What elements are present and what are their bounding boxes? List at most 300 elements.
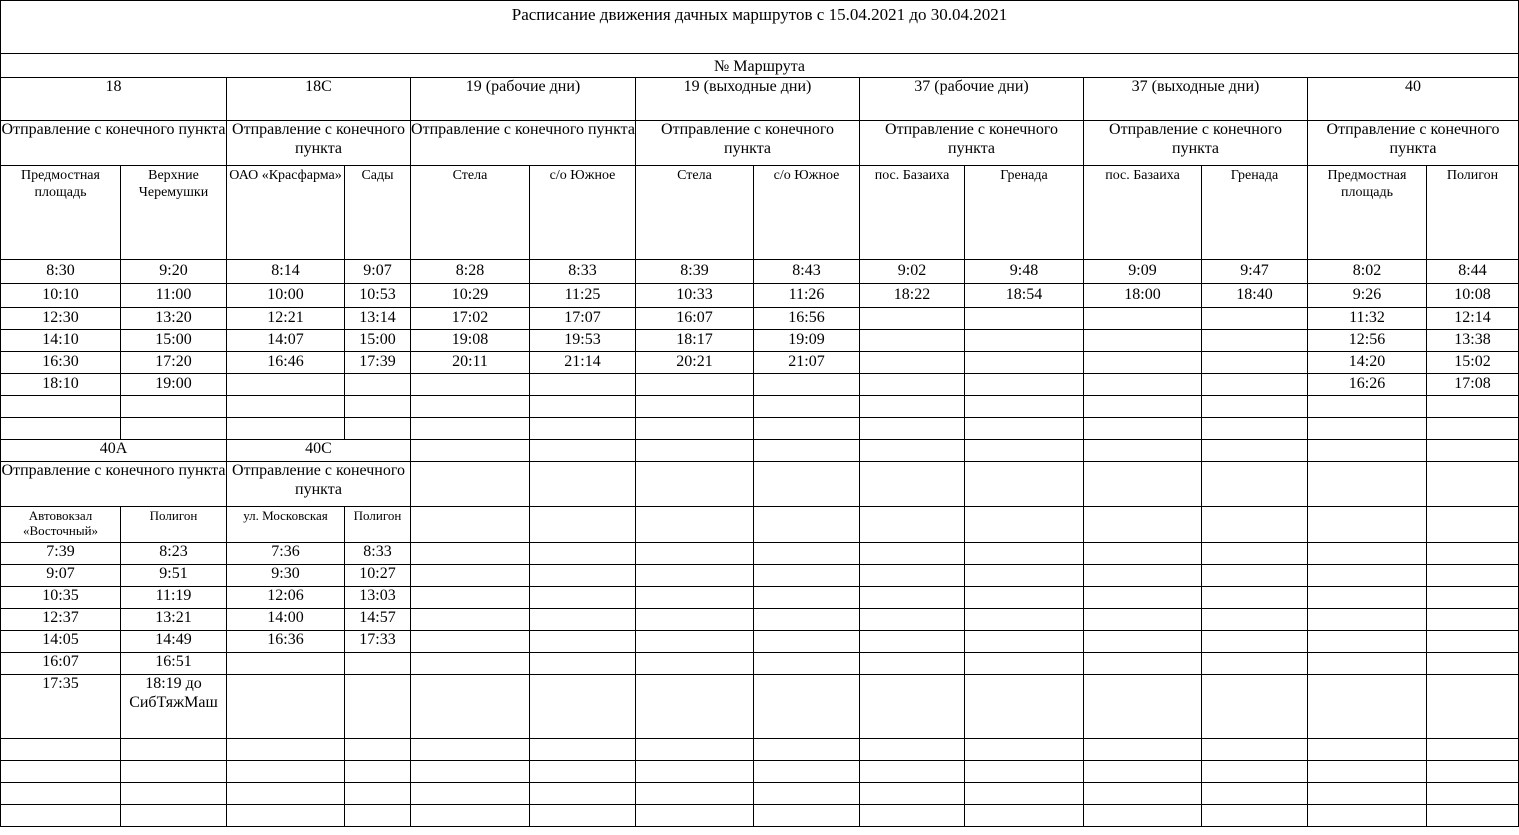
empty-cell xyxy=(754,805,860,827)
departure-time: 9:07 xyxy=(1,565,121,587)
departure-time: 9:09 xyxy=(1084,260,1202,284)
empty-cell xyxy=(345,675,411,739)
empty-cell xyxy=(1308,631,1427,653)
empty-cell xyxy=(1084,783,1202,805)
departure-time: 14:00 xyxy=(227,609,345,631)
stop-name: Стела xyxy=(636,166,754,260)
departure-time: 12:30 xyxy=(1,308,121,330)
route-name: 37 (выходные дни) xyxy=(1084,78,1308,121)
empty-cell xyxy=(530,507,636,543)
departure-time: 19:09 xyxy=(754,330,860,352)
empty-cell xyxy=(1308,783,1427,805)
empty-cell xyxy=(411,761,530,783)
empty-cell xyxy=(636,543,754,565)
empty-cell xyxy=(121,783,227,805)
empty-cell xyxy=(860,462,965,507)
departure-time: 17:39 xyxy=(345,352,411,374)
departure-time: 10:00 xyxy=(227,284,345,308)
empty-cell xyxy=(530,543,636,565)
empty-cell xyxy=(227,396,345,418)
departure-time: 18:40 xyxy=(1202,284,1308,308)
departure-time: 17:33 xyxy=(345,631,411,653)
departure-time: 8:02 xyxy=(1308,260,1427,284)
departure-time: 19:08 xyxy=(411,330,530,352)
empty-cell xyxy=(1084,308,1202,330)
empty-cell xyxy=(1308,609,1427,631)
empty-cell xyxy=(965,330,1084,352)
empty-cell xyxy=(1202,374,1308,396)
empty-cell xyxy=(345,396,411,418)
empty-cell xyxy=(1427,805,1519,827)
empty-cell xyxy=(965,418,1084,440)
departure-time: 12:06 xyxy=(227,587,345,609)
empty-cell xyxy=(1202,396,1308,418)
empty-cell xyxy=(636,396,754,418)
empty-cell xyxy=(860,739,965,761)
empty-cell xyxy=(860,396,965,418)
departure-time: 12:14 xyxy=(1427,308,1519,330)
empty-cell xyxy=(965,507,1084,543)
empty-cell xyxy=(530,462,636,507)
departure-time: 14:05 xyxy=(1,631,121,653)
empty-cell xyxy=(1427,609,1519,631)
empty-cell xyxy=(754,653,860,675)
empty-cell xyxy=(1084,761,1202,783)
departure-time: 18:10 xyxy=(1,374,121,396)
empty-cell xyxy=(1427,543,1519,565)
empty-cell xyxy=(411,587,530,609)
departure-time: 8:44 xyxy=(1427,260,1519,284)
empty-cell xyxy=(530,675,636,739)
stop-name: пос. Базаиха xyxy=(860,166,965,260)
empty-cell xyxy=(965,631,1084,653)
departure-time: 8:39 xyxy=(636,260,754,284)
departure-time: 16:26 xyxy=(1308,374,1427,396)
departure-time: 10:53 xyxy=(345,284,411,308)
empty-cell xyxy=(636,587,754,609)
departure-time: 10:10 xyxy=(1,284,121,308)
empty-cell xyxy=(1,396,121,418)
empty-cell xyxy=(754,507,860,543)
departure-label: Отправление с конечного пункта xyxy=(411,121,636,166)
departure-time: 11:25 xyxy=(530,284,636,308)
departure-time: 8:23 xyxy=(121,543,227,565)
departure-time: 18:17 xyxy=(636,330,754,352)
empty-cell xyxy=(1084,587,1202,609)
empty-cell xyxy=(345,739,411,761)
empty-cell xyxy=(1084,330,1202,352)
empty-cell xyxy=(1084,609,1202,631)
empty-cell xyxy=(1084,805,1202,827)
departure-time: 8:33 xyxy=(530,260,636,284)
empty-cell xyxy=(530,609,636,631)
departure-time: 7:39 xyxy=(1,543,121,565)
empty-cell xyxy=(1084,396,1202,418)
empty-cell xyxy=(860,374,965,396)
empty-cell xyxy=(965,462,1084,507)
empty-cell xyxy=(1427,440,1519,462)
empty-cell xyxy=(965,374,1084,396)
empty-cell xyxy=(121,761,227,783)
schedule-title: Расписание движения дачных маршрутов с 15.04.2021 до 30.04.2021 xyxy=(1,1,1519,54)
empty-cell xyxy=(754,396,860,418)
empty-cell xyxy=(965,805,1084,827)
empty-cell xyxy=(1202,352,1308,374)
empty-cell xyxy=(1308,507,1427,543)
empty-cell xyxy=(530,418,636,440)
empty-cell xyxy=(227,783,345,805)
empty-cell xyxy=(1308,396,1427,418)
empty-cell xyxy=(860,805,965,827)
empty-cell xyxy=(965,609,1084,631)
empty-cell xyxy=(860,653,965,675)
departure-time: 18:19 до СибТяжМаш xyxy=(121,675,227,739)
departure-time: 13:03 xyxy=(345,587,411,609)
departure-time: 11:19 xyxy=(121,587,227,609)
stop-name: Предмостная площадь xyxy=(1308,166,1427,260)
departure-label: Отправление с конечного пункта xyxy=(636,121,860,166)
departure-time: 10:35 xyxy=(1,587,121,609)
empty-cell xyxy=(1202,543,1308,565)
departure-time: 17:07 xyxy=(530,308,636,330)
empty-cell xyxy=(1427,587,1519,609)
route-name: 40 xyxy=(1308,78,1519,121)
empty-cell xyxy=(411,440,530,462)
stop-name: Полигон xyxy=(121,507,227,543)
empty-cell xyxy=(860,330,965,352)
empty-cell xyxy=(1084,462,1202,507)
stop-name: Гренада xyxy=(1202,166,1308,260)
stop-name: Сады xyxy=(345,166,411,260)
empty-cell xyxy=(754,783,860,805)
empty-cell xyxy=(1427,565,1519,587)
empty-cell xyxy=(754,462,860,507)
empty-cell xyxy=(965,675,1084,739)
empty-cell xyxy=(1202,739,1308,761)
empty-cell xyxy=(860,783,965,805)
empty-cell xyxy=(1308,739,1427,761)
empty-cell xyxy=(1084,440,1202,462)
departure-time: 12:37 xyxy=(1,609,121,631)
empty-cell xyxy=(345,805,411,827)
empty-cell xyxy=(754,587,860,609)
empty-cell xyxy=(530,396,636,418)
empty-cell xyxy=(411,565,530,587)
empty-cell xyxy=(530,374,636,396)
stop-name: ОАО «Красфарма» xyxy=(227,166,345,260)
departure-label: Отправление с конечного пункта xyxy=(860,121,1084,166)
departure-label: Отправление с конечного пункта xyxy=(1,121,227,166)
departure-time: 16:30 xyxy=(1,352,121,374)
empty-cell xyxy=(530,761,636,783)
stop-name: ул. Московская xyxy=(227,507,345,543)
departure-time: 19:00 xyxy=(121,374,227,396)
empty-cell xyxy=(1427,739,1519,761)
empty-cell xyxy=(1202,783,1308,805)
departure-time: 8:14 xyxy=(227,260,345,284)
empty-cell xyxy=(1,783,121,805)
empty-cell xyxy=(1084,507,1202,543)
empty-cell xyxy=(754,609,860,631)
departure-time: 10:29 xyxy=(411,284,530,308)
empty-cell xyxy=(1084,565,1202,587)
empty-cell xyxy=(411,739,530,761)
departure-time: 11:00 xyxy=(121,284,227,308)
departure-time: 16:56 xyxy=(754,308,860,330)
empty-cell xyxy=(965,308,1084,330)
empty-cell xyxy=(636,609,754,631)
empty-cell xyxy=(1,739,121,761)
empty-cell xyxy=(227,418,345,440)
departure-label: Отправление с конечного пункта xyxy=(227,462,411,507)
empty-cell xyxy=(1084,675,1202,739)
stop-name: с/о Южное xyxy=(754,166,860,260)
departure-label: Отправление с конечного пункта xyxy=(1,462,227,507)
empty-cell xyxy=(636,653,754,675)
route-number-header: № Маршрута xyxy=(1,54,1519,78)
departure-time: 12:56 xyxy=(1308,330,1427,352)
empty-cell xyxy=(860,418,965,440)
empty-cell xyxy=(1427,507,1519,543)
empty-cell xyxy=(860,587,965,609)
empty-cell xyxy=(965,739,1084,761)
empty-cell xyxy=(754,761,860,783)
departure-time: 8:30 xyxy=(1,260,121,284)
empty-cell xyxy=(1202,440,1308,462)
empty-cell xyxy=(965,587,1084,609)
empty-cell xyxy=(227,653,345,675)
departure-time: 9:07 xyxy=(345,260,411,284)
departure-time: 18:54 xyxy=(965,284,1084,308)
departure-time: 21:07 xyxy=(754,352,860,374)
empty-cell xyxy=(965,783,1084,805)
empty-cell xyxy=(345,374,411,396)
departure-time: 21:14 xyxy=(530,352,636,374)
empty-cell xyxy=(1308,440,1427,462)
departure-time: 11:26 xyxy=(754,284,860,308)
empty-cell xyxy=(754,739,860,761)
empty-cell xyxy=(1084,631,1202,653)
empty-cell xyxy=(411,374,530,396)
departure-time: 15:00 xyxy=(345,330,411,352)
empty-cell xyxy=(636,565,754,587)
departure-time: 7:36 xyxy=(227,543,345,565)
empty-cell xyxy=(411,543,530,565)
route-name: 37 (рабочие дни) xyxy=(860,78,1084,121)
empty-cell xyxy=(636,631,754,653)
empty-cell xyxy=(1,805,121,827)
departure-time: 17:08 xyxy=(1427,374,1519,396)
route-name: 40А xyxy=(1,440,227,462)
departure-time: 8:28 xyxy=(411,260,530,284)
route-name: 19 (выходные дни) xyxy=(636,78,860,121)
departure-time: 18:22 xyxy=(860,284,965,308)
departure-time: 20:21 xyxy=(636,352,754,374)
empty-cell xyxy=(345,418,411,440)
empty-cell xyxy=(1308,805,1427,827)
stop-name: Стела xyxy=(411,166,530,260)
empty-cell xyxy=(1427,462,1519,507)
departure-time: 16:51 xyxy=(121,653,227,675)
empty-cell xyxy=(411,507,530,543)
empty-cell xyxy=(345,761,411,783)
empty-cell xyxy=(1202,565,1308,587)
empty-cell xyxy=(227,739,345,761)
empty-cell xyxy=(1427,761,1519,783)
empty-cell xyxy=(860,543,965,565)
empty-cell xyxy=(1308,418,1427,440)
empty-cell xyxy=(1084,374,1202,396)
empty-cell xyxy=(1202,675,1308,739)
empty-cell xyxy=(965,565,1084,587)
departure-time: 14:20 xyxy=(1308,352,1427,374)
stop-name: Автовокзал «Восточный» xyxy=(1,507,121,543)
empty-cell xyxy=(1427,396,1519,418)
empty-cell xyxy=(860,631,965,653)
empty-cell xyxy=(227,805,345,827)
stop-name: Гренада xyxy=(965,166,1084,260)
empty-cell xyxy=(860,352,965,374)
empty-cell xyxy=(1202,631,1308,653)
departure-time: 18:00 xyxy=(1084,284,1202,308)
empty-cell xyxy=(1202,418,1308,440)
stop-name: Верхние Черемушки xyxy=(121,166,227,260)
empty-cell xyxy=(636,783,754,805)
empty-cell xyxy=(754,374,860,396)
empty-cell xyxy=(1202,761,1308,783)
departure-label: Отправление с конечного пункта xyxy=(1084,121,1308,166)
departure-time: 13:14 xyxy=(345,308,411,330)
empty-cell xyxy=(636,462,754,507)
empty-cell xyxy=(1084,543,1202,565)
departure-time: 13:20 xyxy=(121,308,227,330)
empty-cell xyxy=(860,565,965,587)
empty-cell xyxy=(754,565,860,587)
departure-label: Отправление с конечного пункта xyxy=(227,121,411,166)
departure-time: 8:43 xyxy=(754,260,860,284)
empty-cell xyxy=(345,783,411,805)
departure-time: 10:33 xyxy=(636,284,754,308)
empty-cell xyxy=(860,507,965,543)
empty-cell xyxy=(965,352,1084,374)
empty-cell xyxy=(1427,631,1519,653)
stop-name: Полигон xyxy=(345,507,411,543)
empty-cell xyxy=(1308,761,1427,783)
departure-time: 19:53 xyxy=(530,330,636,352)
departure-time: 14:49 xyxy=(121,631,227,653)
empty-cell xyxy=(530,631,636,653)
empty-cell xyxy=(227,374,345,396)
departure-time: 9:20 xyxy=(121,260,227,284)
empty-cell xyxy=(636,418,754,440)
empty-cell xyxy=(636,761,754,783)
stop-name: с/о Южное xyxy=(530,166,636,260)
empty-cell xyxy=(1202,587,1308,609)
empty-cell xyxy=(1202,462,1308,507)
empty-cell xyxy=(636,507,754,543)
stop-name: пос. Базаиха xyxy=(1084,166,1202,260)
empty-cell xyxy=(1084,418,1202,440)
empty-cell xyxy=(1427,783,1519,805)
departure-time: 14:07 xyxy=(227,330,345,352)
departure-time: 14:57 xyxy=(345,609,411,631)
departure-time: 17:20 xyxy=(121,352,227,374)
empty-cell xyxy=(965,653,1084,675)
departure-time: 16:07 xyxy=(636,308,754,330)
empty-cell xyxy=(121,739,227,761)
empty-cell xyxy=(636,374,754,396)
empty-cell xyxy=(121,396,227,418)
empty-cell xyxy=(860,761,965,783)
stop-name: Полигон xyxy=(1427,166,1519,260)
empty-cell xyxy=(1427,418,1519,440)
departure-time: 13:38 xyxy=(1427,330,1519,352)
stop-name: Предмостная площадь xyxy=(1,166,121,260)
departure-time: 15:00 xyxy=(121,330,227,352)
empty-cell xyxy=(530,805,636,827)
departure-time: 9:26 xyxy=(1308,284,1427,308)
empty-cell xyxy=(965,761,1084,783)
empty-cell xyxy=(754,418,860,440)
route-name: 18 xyxy=(1,78,227,121)
empty-cell xyxy=(530,783,636,805)
departure-time: 16:07 xyxy=(1,653,121,675)
route-name: 19 (рабочие дни) xyxy=(411,78,636,121)
departure-time: 9:47 xyxy=(1202,260,1308,284)
empty-cell xyxy=(965,543,1084,565)
empty-cell xyxy=(227,675,345,739)
empty-cell xyxy=(860,440,965,462)
empty-cell xyxy=(1308,675,1427,739)
empty-cell xyxy=(530,440,636,462)
departure-time: 13:21 xyxy=(121,609,227,631)
empty-cell xyxy=(1202,609,1308,631)
empty-cell xyxy=(1202,653,1308,675)
departure-label: Отправление с конечного пункта xyxy=(1308,121,1519,166)
empty-cell xyxy=(1202,507,1308,543)
empty-cell xyxy=(965,440,1084,462)
departure-time: 12:21 xyxy=(227,308,345,330)
departure-time: 17:35 xyxy=(1,675,121,739)
empty-cell xyxy=(227,761,345,783)
empty-cell xyxy=(636,739,754,761)
departure-time: 14:10 xyxy=(1,330,121,352)
empty-cell xyxy=(411,783,530,805)
empty-cell xyxy=(530,565,636,587)
departure-time: 8:33 xyxy=(345,543,411,565)
empty-cell xyxy=(1427,675,1519,739)
empty-cell xyxy=(1,418,121,440)
departure-time: 10:27 xyxy=(345,565,411,587)
empty-cell xyxy=(1308,462,1427,507)
empty-cell xyxy=(965,396,1084,418)
empty-cell xyxy=(411,418,530,440)
departure-time: 15:02 xyxy=(1427,352,1519,374)
empty-cell xyxy=(1202,330,1308,352)
empty-cell xyxy=(411,805,530,827)
empty-cell xyxy=(411,675,530,739)
empty-cell xyxy=(636,805,754,827)
empty-cell xyxy=(636,675,754,739)
empty-cell xyxy=(411,396,530,418)
empty-cell xyxy=(411,631,530,653)
route-name: 40С xyxy=(227,440,411,462)
empty-cell xyxy=(411,462,530,507)
departure-time: 17:02 xyxy=(411,308,530,330)
departure-time: 9:02 xyxy=(860,260,965,284)
departure-time: 9:51 xyxy=(121,565,227,587)
empty-cell xyxy=(754,631,860,653)
